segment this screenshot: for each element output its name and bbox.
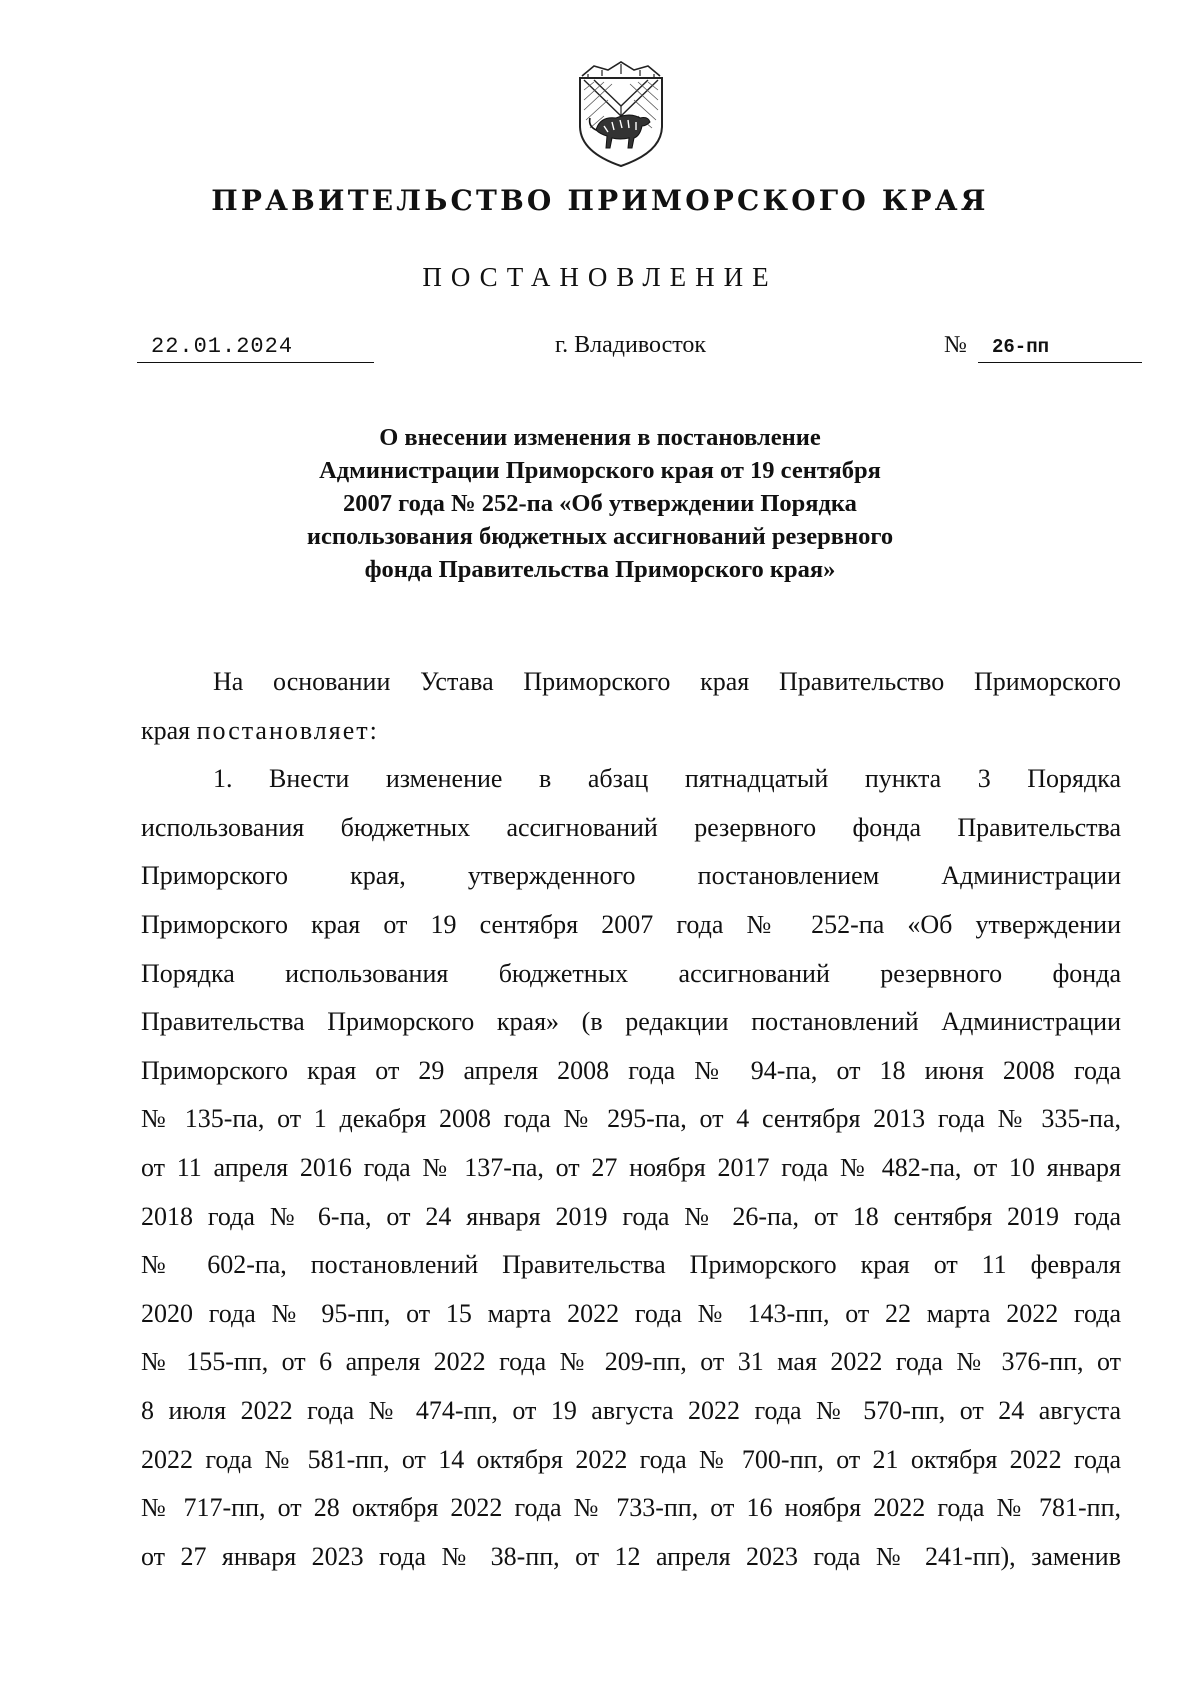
item-1-line: 2018 года № 6-па, от 24 января 2019 года № 26-па, от 18 сентября 2019 года xyxy=(141,1201,1121,1231)
document-subject xyxy=(0,421,1200,586)
document-city: г. Владивосток xyxy=(555,332,707,358)
preamble-resolves: постановляет: xyxy=(196,715,379,745)
subject-line: 2007 года № 252-па «Об утверждении Порядка xyxy=(343,490,857,517)
document-date: 22.01.2024 xyxy=(151,334,294,359)
item-1-line: № 135-па, от 1 декабря 2008 года № 295-па, от 4 сентября 2013 года № 335-па, xyxy=(141,1104,1121,1134)
item-1-line: Порядка использования бюджетных ассигнований резервного фонда xyxy=(141,958,1121,988)
date-field xyxy=(137,328,374,363)
document-number: 26-пп xyxy=(992,336,1050,358)
subject-line: О внесении изменения в постановление xyxy=(379,424,821,451)
primorsky-krai-coat-of-arms-icon xyxy=(574,60,668,170)
government-title: ПРАВИТЕЛЬСТВО ПРИМОРСКОГО КРАЯ xyxy=(211,184,989,217)
subject-line: использования бюджетных ассигнований резервного xyxy=(306,523,894,550)
document-type: ПОСТАНОВЛЕНИЕ xyxy=(422,262,778,292)
item-1-line: Правительства Приморского края» (в редакции постановлений Администрации xyxy=(141,1007,1121,1037)
preamble-line xyxy=(141,707,1121,756)
subject-line: фонда Правительства Приморского края» xyxy=(364,556,836,583)
number-field xyxy=(978,328,1142,363)
item-1-line: № 155-пп, от 6 апреля 2022 года № 209-пп, от 31 мая 2022 года № 376-пп, от xyxy=(141,1347,1121,1377)
item-1-line: 2022 года № 581-пп, от 14 октября 2022 года № 700-пп, от 21 октября 2022 года xyxy=(141,1444,1121,1474)
document-meta-row xyxy=(0,328,1200,368)
item-1-line: от 11 апреля 2016 года № 137-па, от 27 ноября 2017 года № 482-па, от 10 января xyxy=(141,1152,1121,1182)
preamble-line: На основании Устава Приморского края Правительство Приморского xyxy=(213,667,1121,696)
item-1-line: Приморского края от 19 сентября 2007 года № 252-па «Об утверждении xyxy=(141,909,1121,939)
item-1-line: Приморского края от 29 апреля 2008 года № 94-па, от 18 июня 2008 года xyxy=(141,1055,1121,1085)
item-1-line: № 717-пп, от 28 октября 2022 года № 733-пп, от 16 ноября 2022 года № 781-пп, xyxy=(141,1493,1121,1523)
item-1-line: от 27 января 2023 года № 38-пп, от 12 апреля 2023 года № 241-пп), заменив xyxy=(141,1541,1121,1571)
item-1-line: 2020 года № 95-пп, от 15 марта 2022 года № 143-пп, от 22 марта 2022 года xyxy=(141,1298,1121,1328)
number-label: № xyxy=(944,332,967,358)
item-1-line: использования бюджетных ассигнований резервного фонда Правительства xyxy=(141,812,1121,842)
preamble-text: края xyxy=(141,715,191,745)
item-1-line: № 602-па, постановлений Правительства Приморского края от 11 февраля xyxy=(141,1250,1121,1280)
item-1-line: 8 июля 2022 года № 474-пп, от 19 августа 2022 года № 570-пп, от 24 августа xyxy=(141,1395,1121,1425)
item-1-line: Приморского края, утвержденного постановлением Администрации xyxy=(141,861,1121,891)
subject-line: Администрации Приморского края от 19 сентября xyxy=(319,457,881,484)
document-body xyxy=(141,658,1121,1581)
item-1-line: 1. Внести изменение в абзац пятнадцатый пункта 3 Порядка xyxy=(213,764,1121,794)
